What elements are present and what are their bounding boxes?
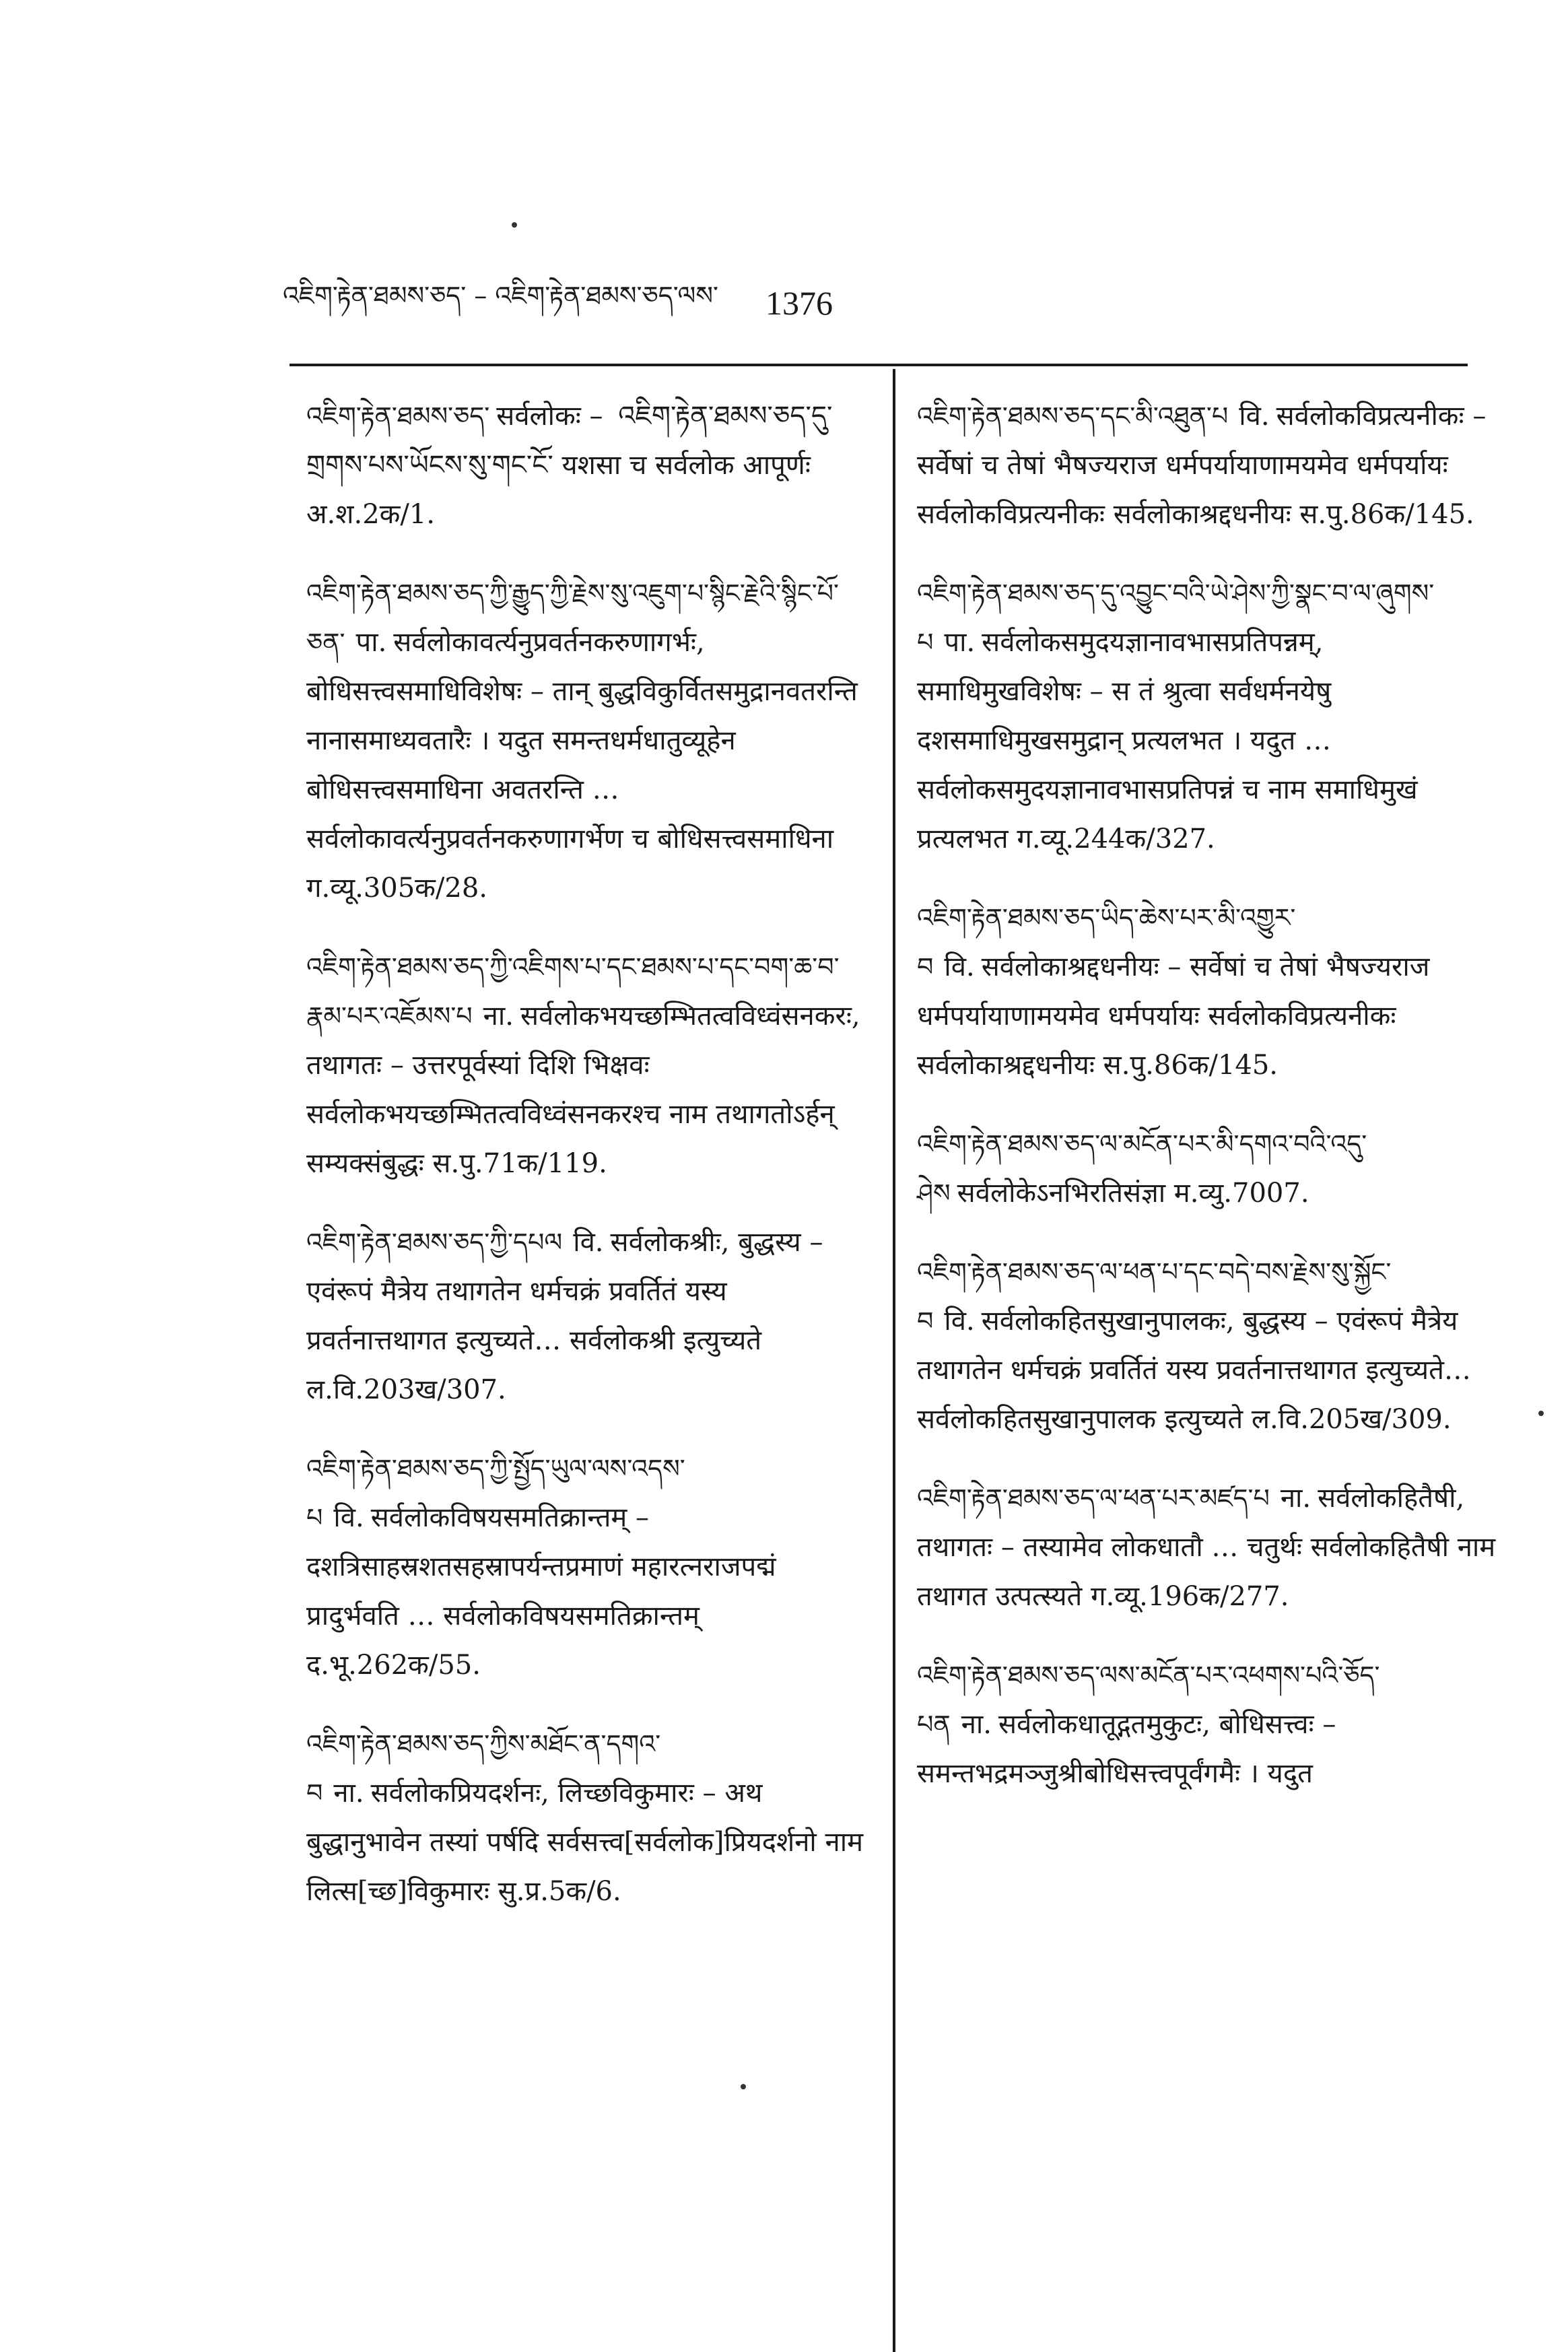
entry-text: सर्वेषां च तेषां भैषज्यराज धर्मपर्यायाणामयमेव धर्मपर्यायः सर्वलोकविप्रत्यनीकः सर्वलोकाश्रद्दधनीयः स.पु.86क/145. (917, 450, 1474, 530)
grammar-tag: ना. (483, 1001, 514, 1032)
tibetan-headword: འཇིག་རྟེན་ཐམས་ཅད་ལ་ཕན་པ་དང་བདེ་བས་རྗེས་སུ་སྐྱོང་བ (917, 1257, 1392, 1336)
dictionary-entry (917, 1248, 1496, 1444)
dictionary-entry (917, 1474, 1496, 1621)
tibetan-headword: འཇིག་རྟེན་ཐམས་ཅད་ཀྱི་དཔལ (306, 1228, 563, 1257)
entry-text: सर्वेषां च तेषां भैषज्यराज धर्मपर्यायाणामयमेव धर्मपर्यायः सर्वलोकविप्रत्यनीकः सर्वलोकाश्रद्दधनीयः स.पु.86क/145. (917, 951, 1430, 1081)
sanskrit-equivalent: सर्वलोकावर्त्यनुप्रवर्तनकरुणागर्भः, बोधिसत्त्वसमाधिविशेषः – (306, 627, 705, 707)
left-column (306, 392, 865, 1946)
sanskrit-equivalent: सर्वलोकविप्रत्यनीकः – (1276, 401, 1487, 432)
entry-text: समन्तभद्रमञ्जुश्रीबोधिसत्त्वपूर्वंगमैः । यदुत (917, 1758, 1313, 1789)
grammar-tag: ना. (961, 1709, 992, 1740)
sanskrit-equivalent: सर्वलोकप्रियदर्शनः, लिच्छविकुमारः – (370, 1778, 716, 1809)
grammar-tag: पा. (355, 627, 387, 658)
right-column (917, 392, 1496, 1828)
grammar-tag: ना. (1280, 1483, 1311, 1514)
entry-text: तस्यामेव लोकधातौ … चतुर्थः सर्वलोकहितैषी नाम तथागत उत्पत्स्यते ग.व्यू.196क/277. (917, 1532, 1496, 1612)
sanskrit-equivalent: सर्वलोकसमुदयज्ञानावभासप्रतिपन्नम्, समाधिमुखविशेषः – (917, 627, 1324, 707)
dictionary-entry (917, 894, 1496, 1090)
tibetan-headword: འཇིག་རྟེན་ཐམས་ཅད་ (306, 401, 490, 431)
header-rule (289, 364, 1468, 366)
entry-text: स तं श्रुत्वा सर्वधर्मनयेषु दशसमाधिमुखसमुद्रान् प्रत्यलभत । यदुत … सर्वलोकसमुदयज्ञानावभासप्रतिपन्नं च नाम समाधिमुखं प्रत्यलभत ग.व्यू.244क/327. (917, 676, 1418, 854)
dictionary-entry (306, 1720, 865, 1916)
sanskrit-equivalent: सर्वलोकेऽनभिरतिसंज्ञा म.व्यु.7007. (957, 1178, 1309, 1209)
tibetan-headword: འཇིག་རྟེན་ཐམས་ཅད་དུ་འབྱུང་བའི་ཡེ་ཤེས་ཀྱི་སྣང་བ་ལ་ཞུགས་པ (917, 578, 1435, 657)
tibetan-headword: འཇིག་རྟེན་ཐམས་ཅད་ཀྱི་རྒྱུད་ཀྱི་རྗེས་སུ་འཇུག་པ་སྙིང་རྗེའི་སྙིང་པོ་ཅན་ (306, 578, 840, 657)
entry-text: अथ बुद्धानुभावेन तस्यां पर्षदि सर्वसत्त्व[सर्वलोक]प्रियदर्शनो नाम लित्स[च्छ]विकुमारः सु.प्र.5क/6. (306, 1778, 863, 1907)
scan-speck (1538, 1411, 1544, 1416)
grammar-tag: वि. (1239, 401, 1270, 432)
sanskrit-equivalent: सर्वलोकविषयसमतिक्रान्तम् – (370, 1502, 650, 1533)
dictionary-entry (917, 569, 1496, 864)
sanskrit-equivalent: सर्वलोकहितसुखानुपालकः, बुद्धस्य – (981, 1306, 1328, 1337)
sanskrit-equivalent: सर्वलोकभयच्छम्भितत्वविध्वंसनकरः, तथागतः – (306, 1001, 860, 1081)
scan-speck (741, 2084, 746, 2089)
sanskrit-equivalent: सर्वलोकहितैषी, तथागतः – (917, 1483, 1465, 1563)
entry-text: एवंरूपं मैत्रेय तथागतेन धर्मचक्रं प्रवर्तितं यस्य प्रवर्तनात्तथागत इत्युच्यते… सर्वलोकहितसुखानुपालक इत्युच्यते ल.वि.205ख/309. (917, 1306, 1471, 1435)
grammar-tag: वि. (944, 1306, 975, 1337)
entry-text: उत्तरपूर्वस्यां दिशि भिक्षवः सर्वलोकभयच्छम्भितत्वविध्वंसनकरश्च नाम तथागतोऽर्हन् सम्यक्संबुद्धः स.पु.71क/119. (306, 1050, 835, 1179)
tibetan-headword: འཇིག་རྟེན་ཐམས་ཅད་ལས་མངོན་པར་འཕགས་པའི་ཅོད་པན (917, 1660, 1380, 1739)
dictionary-entry (917, 392, 1496, 539)
tibetan-headword: འཇིག་རྟེན་ཐམས་ཅད་ཡིད་ཆེས་པར་མི་འགྱུར་བ (917, 903, 1296, 982)
dictionary-entry (306, 943, 865, 1188)
sanskrit-equivalent: सर्वलोकधातूद्गतमुकुटः, बोधिसत्त्वः – (998, 1709, 1336, 1740)
tibetan-headword: འཇིག་རྟེན་ཐམས་ཅད་ལ་མངོན་པར་མི་དགའ་བའི་འདུ་ཤེས (917, 1129, 1367, 1208)
dictionary-entry (917, 1651, 1496, 1799)
grammar-tag: पा. (944, 627, 976, 658)
tibetan-headword: འཇིག་རྟེན་ཐམས་ཅད་ལ་ཕན་པར་མཛད་པ (917, 1483, 1270, 1513)
sanskrit-equivalent: सर्वलोकः – (496, 401, 603, 432)
dictionary-entry (917, 1120, 1496, 1218)
scan-speck (512, 222, 517, 228)
entry-text: एवंरूपं मैत्रेय तथागतेन धर्मचक्रं प्रवर्तितं यस्य प्रवर्तनात्तथागत इत्युच्यते… सर्वलोकश्री इत्युच्यते ल.वि.203ख/307. (306, 1276, 762, 1405)
page-number: 1376 (765, 284, 833, 322)
dictionary-entry (306, 569, 865, 913)
dictionary-entry (306, 1444, 865, 1690)
entry-text: འཇིག་རྟེན་ཐམས་ཅད་དུ་གྲགས་པས་ཡོངས་སུ་གང་ངོ་ यशसा च सर्वलोक आपूर्णः अ.श.2क/1. (306, 401, 833, 530)
tibetan-headword: འཇིག་རྟེན་ཐམས་ཅད་དང་མི་འཐུན་པ (917, 401, 1229, 431)
grammar-tag: वि. (573, 1227, 604, 1258)
sanskrit-equivalent: सर्वलोकाश्रद्दधनीयः – (981, 951, 1182, 982)
sanskrit-equivalent: सर्वलोकश्रीः, बुद्धस्य – (610, 1227, 823, 1258)
grammar-tag: वि. (944, 951, 975, 982)
column-divider (893, 369, 895, 2352)
dictionary-entry (306, 1218, 865, 1415)
grammar-tag: ना. (333, 1778, 364, 1809)
entry-text: दशत्रिसाहस्रशतसहस्रापर्यन्तप्रमाणं महारत्नराजपद्मं प्रादुर्भवति … सर्वलोकविषयसमतिक्रान्तम् द.भू.262क/55. (306, 1551, 776, 1681)
entry-text: तान् बुद्धविकुर्वितसमुद्रानवतरन्ति नानासमाध्यवतारैः । यदुत समन्तधर्मधातुव्यूहेन बोधिसत्त्वसमाधिना अवतरन्ति … सर्वलोकावर्त्यनुप्रवर्तनकरुणागर्भेण च बोधिसत्त्वसमाधिना ग.व्यू.305क/28. (306, 676, 858, 904)
tibetan-headword: འཇིག་རྟེན་ཐམས་ཅད་ཀྱི་འཇིགས་པ་དང་ཐམས་པ་དང་བག་ཆ་བ་རྣམ་པར་འཇོམས་པ (306, 952, 840, 1031)
page-header (283, 279, 1279, 327)
running-head: འཇིག་རྟེན་ཐམས་ཅད་ – འཇིག་རྟེན་ཐམས་ཅད་ལས་ (283, 280, 719, 310)
tibetan-headword: འཇིག་རྟེན་ཐམས་ཅད་ཀྱི་སྤྱོད་ཡུལ་ལས་འདས་པ (306, 1454, 685, 1533)
grammar-tag: वि. (333, 1502, 364, 1533)
tibetan-headword: འཇིག་རྟེན་ཐམས་ཅད་ཀྱིས་མཐོང་ན་དགའ་བ (306, 1729, 661, 1808)
dictionary-entry (306, 392, 865, 539)
